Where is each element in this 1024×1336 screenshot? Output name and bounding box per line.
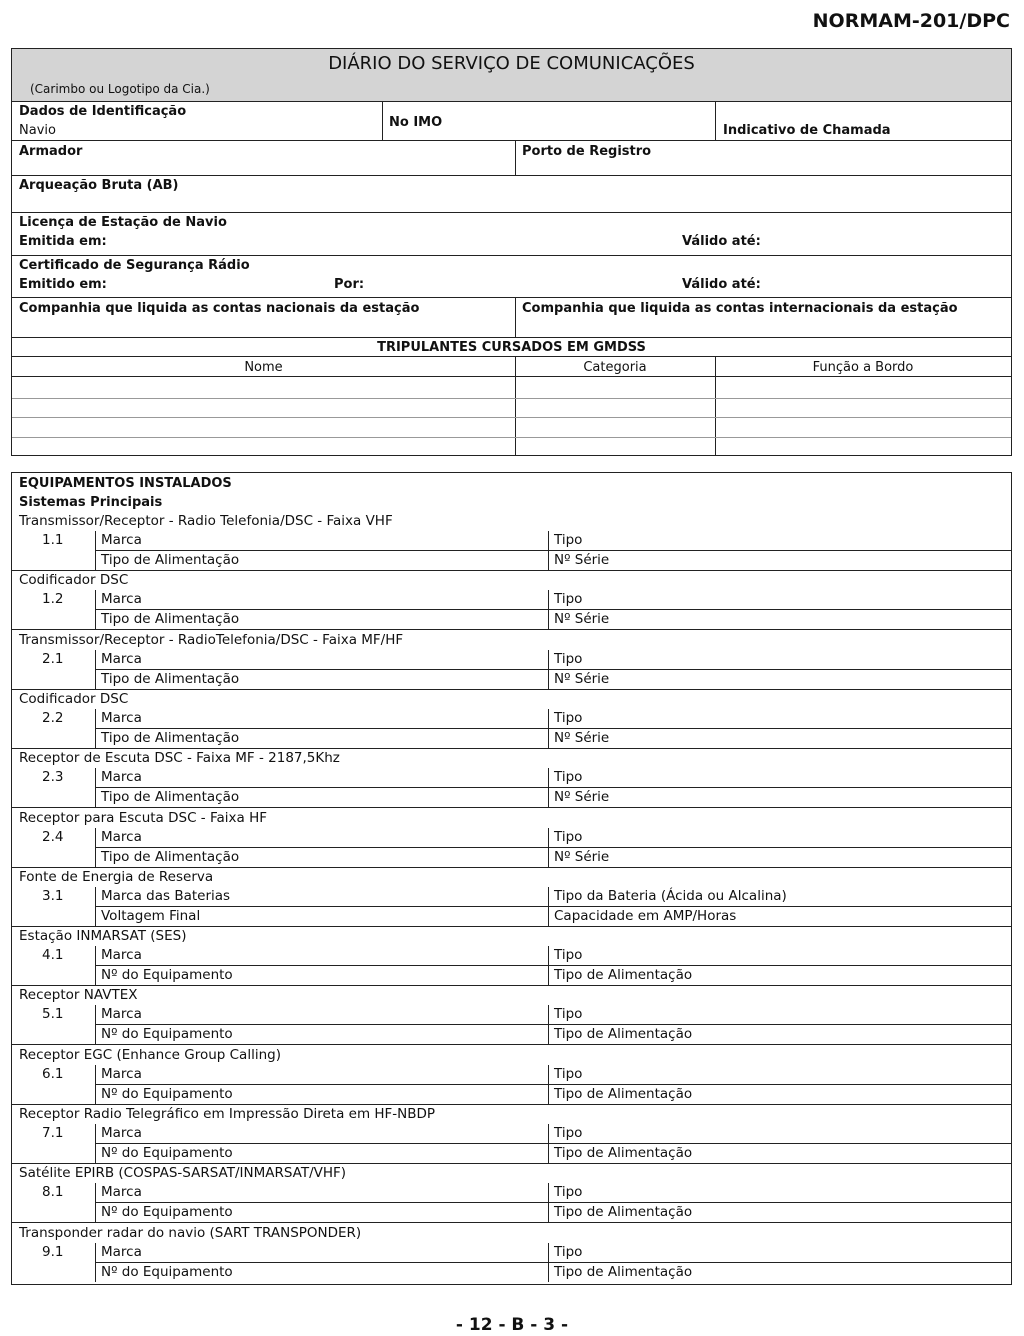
cell-line [95, 550, 1011, 551]
radio-cert-label: Certificado de Segurança Rádio [19, 258, 250, 273]
cell-line [95, 906, 1011, 907]
ship-label: Navio [19, 123, 56, 138]
crew-divider [515, 356, 516, 456]
field-label: Tipo de Alimentação [101, 848, 240, 865]
field-label: Tipo [554, 1125, 583, 1141]
crew-row-line [12, 398, 1011, 399]
equipment-title: EQUIPAMENTOS INSTALADOS [19, 476, 232, 491]
equipment-item [12, 1105, 1011, 1164]
field-label: Nº Série [554, 729, 610, 746]
crew-col-category: Categoria [583, 360, 647, 375]
equipment-item [12, 690, 1011, 749]
cell-line [95, 728, 1011, 729]
field-label: Tipo [554, 1006, 583, 1023]
equipment-item [12, 986, 1011, 1045]
field-label: Marca [101, 650, 142, 667]
field-label: Nº Série [554, 552, 610, 568]
field-label: Marca [101, 1125, 142, 1141]
field-label: Marca [101, 947, 142, 964]
identification-form [11, 48, 1012, 456]
equipment-item-title: Receptor para Escuta DSC - Faixa HF [19, 809, 267, 826]
international-company-label: Companhia que liquida as contas internacionais da estação [522, 301, 958, 316]
field-label: Tipo [554, 828, 583, 845]
owner-label: Armador [19, 144, 83, 159]
cell-line [95, 609, 1011, 610]
field-label: Tipo [554, 532, 583, 548]
field-label: Tipo [554, 650, 583, 667]
equipment-section [11, 472, 1012, 1285]
cert-by-label: Por: [334, 277, 365, 292]
equipment-item-number: 2.1 [42, 650, 64, 667]
equipment-subtitle: Sistemas Principais [19, 495, 163, 510]
cell-line [95, 1024, 1011, 1025]
equipment-item-title: Codificador DSC [19, 572, 129, 589]
equipment-item [12, 749, 1011, 808]
field-label: Nº do Equipamento [101, 1085, 233, 1102]
equipment-item-title: Fonte de Energia de Reserva [19, 868, 214, 885]
equipment-item [12, 1164, 1011, 1223]
equipment-item-number: 2.3 [42, 769, 64, 786]
crew-col-role: Função a Bordo [812, 360, 914, 375]
equipment-item-title: Estação INMARSAT (SES) [19, 928, 187, 945]
equipment-item [12, 512, 1011, 571]
cell-line [95, 1262, 1011, 1263]
equipment-list [12, 512, 1011, 1284]
field-label: Tipo de Alimentação [101, 611, 240, 628]
equipment-item [12, 571, 1011, 630]
field-label: Nº do Equipamento [101, 1145, 233, 1161]
equipment-item [12, 868, 1011, 927]
equipment-item-number: 5.1 [42, 1006, 64, 1023]
stamp-note: (Carimbo ou Logotipo da Cia.) [30, 82, 210, 96]
field-label: Nº do Equipamento [101, 1026, 233, 1043]
field-label: Marca [101, 828, 142, 845]
field-label: Tipo de Alimentação [554, 1204, 693, 1221]
field-label: Marca [101, 591, 142, 608]
cell-line [95, 669, 1011, 670]
field-label: Tipo de Alimentação [101, 552, 240, 568]
field-label: Tipo de Alimentação [101, 729, 240, 746]
field-label: Tipo de Alimentação [554, 1145, 693, 1161]
cell-line [95, 1202, 1011, 1203]
field-label: Tipo [554, 947, 583, 964]
field-label: Tipo de Alimentação [554, 1263, 693, 1280]
field-label: Tipo da Bateria (Ácida ou Alcalina) [554, 887, 787, 904]
equipment-item-number: 7.1 [42, 1125, 64, 1141]
row-line [12, 255, 1011, 256]
field-label: Marca [101, 769, 142, 786]
equipment-item-title: Transmissor/Receptor - RadioTelefonia/DSC - Faixa MF/HF [19, 631, 404, 648]
field-label: Tipo [554, 591, 583, 608]
cell-line [95, 787, 1011, 788]
field-label: Tipo [554, 769, 583, 786]
license-label: Licença de Estação de Navio [19, 215, 227, 230]
field-label: Tipo [554, 1243, 583, 1260]
divider [515, 140, 516, 175]
cell-line [95, 1143, 1011, 1144]
equipment-item [12, 631, 1011, 690]
page-number: - 12 - B - 3 - [455, 1315, 569, 1335]
equipment-item-number: 8.1 [42, 1184, 64, 1201]
field-label: Marca [101, 1243, 142, 1260]
equipment-item-number: 9.1 [42, 1243, 64, 1260]
equipment-item-number: 2.4 [42, 828, 64, 845]
field-label: Nº do Equipamento [101, 967, 233, 984]
row-line [12, 140, 1011, 141]
equipment-item-title: Transponder radar do navio (SART TRANSPONDER) [19, 1224, 362, 1241]
license-issued-label: Emitida em: [19, 234, 107, 249]
divider [515, 297, 516, 337]
imo-label: No IMO [389, 115, 443, 130]
cert-valid-label: Válido até: [682, 277, 761, 292]
equipment-item [12, 1224, 1011, 1283]
equipment-item-title: Codificador DSC [19, 690, 129, 707]
field-label: Marca [101, 709, 142, 726]
field-label: Marca [101, 1184, 142, 1201]
field-label: Nº Série [554, 789, 610, 806]
id-label: Dados de Identificação [19, 104, 187, 119]
field-label: Marca [101, 532, 142, 548]
field-label: Voltagem Final [101, 907, 201, 924]
field-label: Tipo [554, 1065, 583, 1082]
row-line [12, 175, 1011, 176]
form-title-band [12, 49, 1011, 102]
tonnage-label: Arqueação Bruta (AB) [19, 178, 179, 193]
equipment-item-number: 1.1 [42, 532, 64, 548]
field-label: Nº Série [554, 670, 610, 687]
divider [382, 101, 383, 141]
row-line [12, 356, 1011, 357]
cell-line [95, 1084, 1011, 1085]
field-label: Tipo de Alimentação [554, 1026, 693, 1043]
field-label: Capacidade em AMP/Horas [554, 907, 737, 924]
field-label: Tipo de Alimentação [101, 789, 240, 806]
field-label: Marca das Baterias [101, 887, 231, 904]
license-valid-label: Válido até: [682, 234, 761, 249]
equipment-item-title: Receptor de Escuta DSC - Faixa MF - 2187,5Khz [19, 750, 340, 767]
crew-col-name: Nome [244, 360, 283, 375]
cell-line [95, 847, 1011, 848]
equipment-item-number: 1.2 [42, 591, 64, 608]
crew-divider [715, 356, 716, 456]
equipment-item [12, 809, 1011, 868]
equipment-item-title: Receptor EGC (Enhance Group Calling) [19, 1046, 281, 1063]
cell-line [95, 965, 1011, 966]
field-label: Tipo de Alimentação [554, 967, 693, 984]
field-label: Marca [101, 1065, 142, 1082]
equipment-item-title: Satélite EPIRB (COSPAS-SARSAT/INMARSAT/VHF) [19, 1165, 347, 1182]
form-title: DIÁRIO DO SERVIÇO DE COMUNICAÇÕES [328, 53, 695, 74]
cert-issued-label: Emitido em: [19, 277, 107, 292]
document-code: NORMAM-201/DPC [812, 10, 1010, 32]
crew-title: TRIPULANTES CURSADOS EM GMDSS [377, 340, 646, 355]
row-line [12, 212, 1011, 213]
field-label: Marca [101, 1006, 142, 1023]
field-label: Nº do Equipamento [101, 1263, 233, 1280]
field-label: Tipo de Alimentação [101, 670, 240, 687]
divider [715, 101, 716, 141]
port-label: Porto de Registro [522, 144, 652, 159]
equipment-item [12, 927, 1011, 986]
row-line [12, 337, 1011, 338]
equipment-item-number: 6.1 [42, 1065, 64, 1082]
field-label: Tipo [554, 709, 583, 726]
equipment-item-number: 4.1 [42, 947, 64, 964]
field-label: Nº do Equipamento [101, 1204, 233, 1221]
crew-row-line [12, 376, 1011, 377]
equipment-item-number: 3.1 [42, 887, 64, 904]
field-label: Nº Série [554, 611, 610, 628]
equipment-item-title: Receptor Radio Telegráfico em Impressão Direta em HF-NBDP [19, 1106, 436, 1122]
equipment-item-title: Receptor NAVTEX [19, 987, 138, 1004]
field-label: Tipo [554, 1184, 583, 1201]
field-label: Tipo de Alimentação [554, 1085, 693, 1102]
callsign-label: Indicativo de Chamada [723, 123, 891, 138]
field-label: Nº Série [554, 848, 610, 865]
equipment-item-number: 2.2 [42, 709, 64, 726]
row-line [12, 297, 1011, 298]
equipment-item-title: Transmissor/Receptor - Radio Telefonia/DSC - Faixa VHF [19, 513, 393, 529]
national-company-label: Companhia que liquida as contas nacionais da estação [19, 301, 420, 316]
equipment-item [12, 1046, 1011, 1105]
crew-row-line [12, 437, 1011, 438]
crew-row-line [12, 417, 1011, 418]
